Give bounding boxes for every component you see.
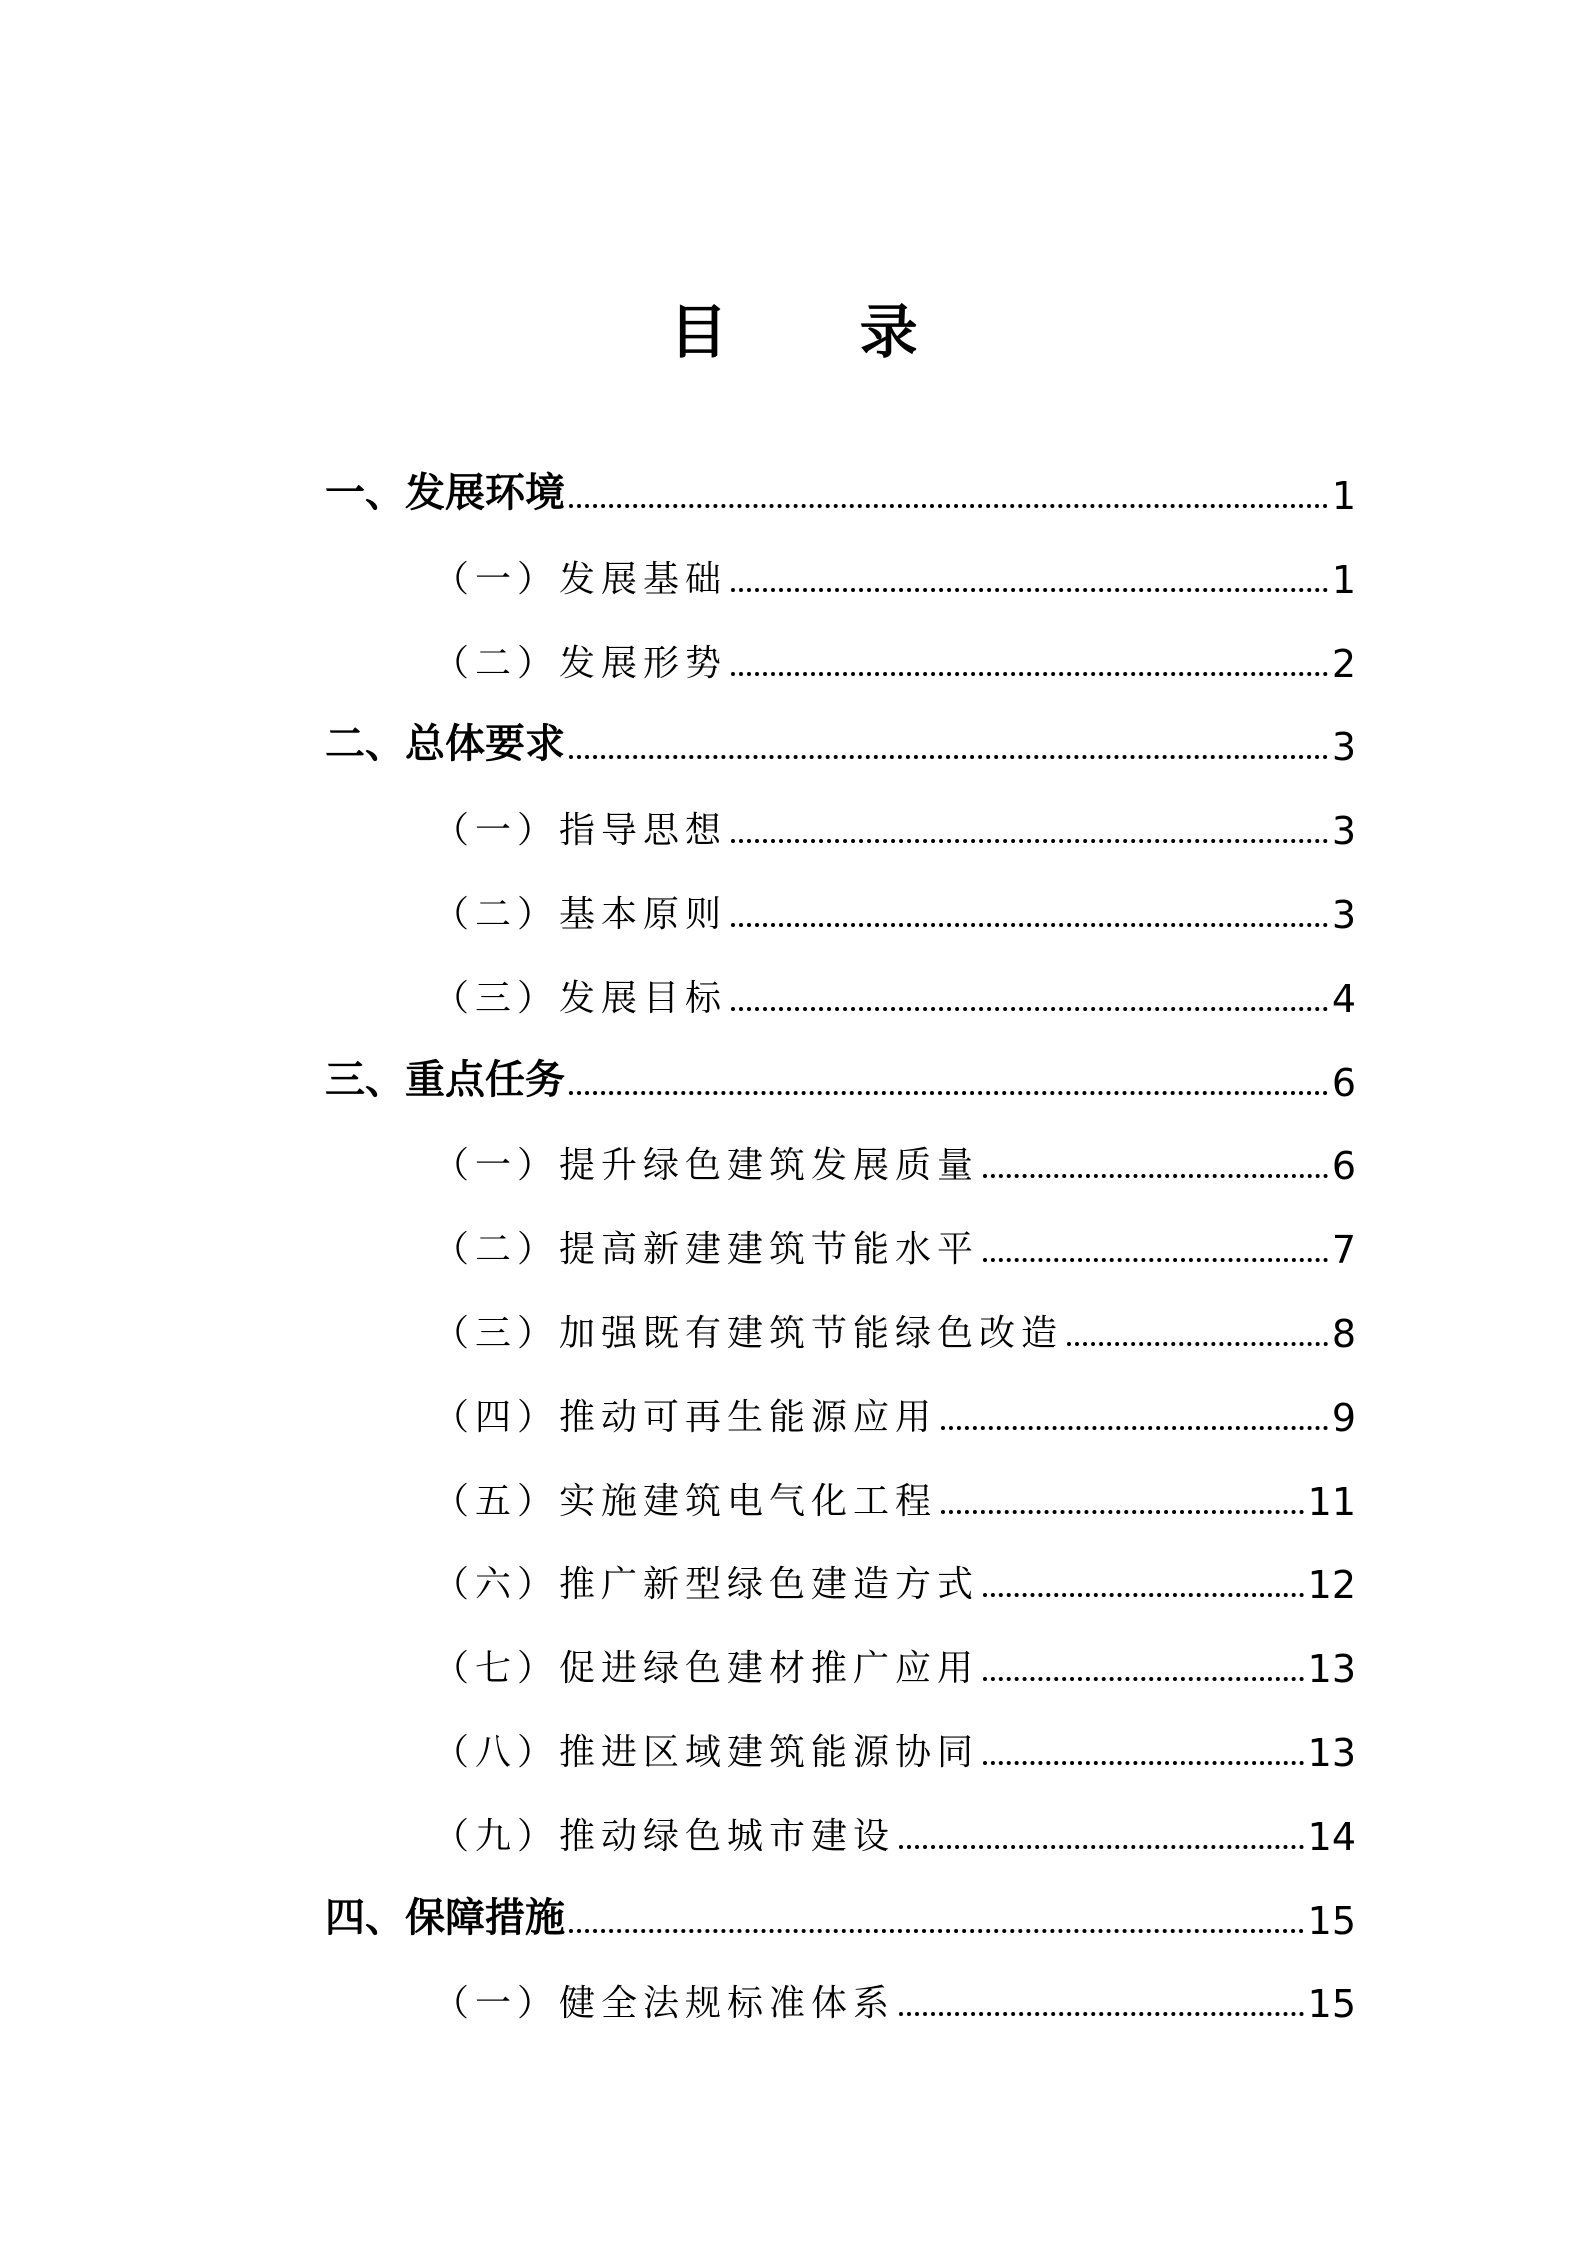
toc-title: 目 录: [669, 298, 974, 366]
toc-page-number: 1: [1331, 474, 1356, 518]
toc-section-entry[interactable]: [325, 462, 1356, 518]
dot-leader: [731, 672, 1328, 676]
toc-entry-label: 二、总体要求: [325, 721, 565, 768]
toc-page-number: 13: [1307, 1647, 1356, 1692]
toc-page-number: 15: [1307, 1898, 1356, 1943]
dot-leader: [731, 839, 1328, 843]
toc-entry-label: （一）提升绿色建筑发展质量: [433, 1145, 980, 1187]
dot-leader: [569, 1929, 1304, 1933]
toc-entry-label: （二）基本原则: [433, 894, 728, 935]
dot-leader: [941, 1426, 1328, 1430]
toc-page-number: 3: [1331, 809, 1356, 854]
dot-leader: [983, 1761, 1304, 1765]
toc-page-number: 15: [1307, 1982, 1356, 2027]
toc-subsection-entry[interactable]: [433, 1970, 1356, 2026]
toc-entry-label: （三）加强既有建筑节能绿色改造: [433, 1313, 1064, 1354]
dot-leader: [731, 1007, 1328, 1011]
toc-subsection-entry[interactable]: [433, 1132, 1356, 1188]
toc-subsection-entry[interactable]: [433, 965, 1356, 1021]
dot-leader: [899, 2012, 1304, 2016]
dot-leader: [731, 588, 1328, 592]
toc-entry-label: 四、保障措施: [325, 1894, 565, 1941]
toc-entry-label: （二）提高新建建筑节能水平: [433, 1229, 980, 1271]
toc-page-number: 9: [1331, 1395, 1356, 1440]
toc-entry-label: （一）健全法规标准体系: [433, 1983, 896, 2025]
dot-leader: [983, 1677, 1304, 1681]
toc-section-entry[interactable]: [325, 1049, 1356, 1105]
toc-page-number: 6: [1331, 1144, 1356, 1189]
toc-page-number: 11: [1307, 1479, 1356, 1524]
dot-leader: [941, 1510, 1304, 1514]
toc-page-number: 6: [1331, 1060, 1356, 1105]
dot-leader: [731, 923, 1328, 927]
toc-entry-label: （九）推动绿色城市建设: [433, 1815, 896, 1857]
toc-subsection-entry[interactable]: [433, 1216, 1356, 1272]
toc-entry-label: （三）发展目标: [433, 977, 728, 1019]
toc-subsection-entry[interactable]: [433, 1300, 1356, 1356]
toc-entry-label: （一）发展基础: [433, 558, 728, 600]
toc-entry-label: （一）指导思想: [433, 810, 728, 852]
toc-entry-label: （二）发展形势: [433, 642, 728, 684]
toc-page-number: 7: [1331, 1228, 1356, 1273]
toc-page-number: 4: [1331, 976, 1356, 1021]
toc-page-number: 13: [1307, 1731, 1356, 1775]
toc-subsection-entry[interactable]: [433, 630, 1356, 686]
toc-entry-label: （七）促进绿色建材推广应用: [433, 1648, 980, 1690]
toc-section-entry[interactable]: [325, 1887, 1356, 1943]
toc-entry-label: 三、重点任务: [325, 1056, 565, 1103]
toc-entry-label: （五）实施建筑电气化工程: [433, 1480, 938, 1522]
toc-subsection-entry[interactable]: [433, 1468, 1356, 1524]
toc-subsection-entry[interactable]: [433, 1635, 1356, 1691]
toc-entry-label: （八）推进区域建筑能源协同: [433, 1732, 980, 1773]
toc-entry-label: （六）推广新型绿色建造方式: [433, 1564, 980, 1606]
toc-page-number: 14: [1307, 1814, 1356, 1859]
toc-subsection-entry[interactable]: [433, 1719, 1356, 1775]
dot-leader: [983, 1174, 1328, 1178]
dot-leader: [1067, 1342, 1328, 1346]
dot-leader: [569, 1091, 1328, 1095]
toc-page-number: 2: [1331, 641, 1356, 686]
dot-leader: [899, 1845, 1304, 1849]
toc-subsection-entry[interactable]: [433, 1803, 1356, 1859]
dot-leader: [983, 1593, 1304, 1597]
dot-leader: [983, 1258, 1328, 1262]
toc-section-entry[interactable]: [325, 713, 1356, 769]
toc-page-number: 3: [1331, 725, 1356, 770]
toc-page-number: 8: [1331, 1312, 1356, 1356]
dot-leader: [569, 755, 1328, 759]
toc-subsection-entry[interactable]: [433, 797, 1356, 853]
toc-page-number: 12: [1307, 1563, 1356, 1608]
toc-entry-label: （四）推动可再生能源应用: [433, 1396, 938, 1438]
toc-page-number: 1: [1331, 557, 1356, 602]
toc-subsection-entry[interactable]: [433, 881, 1356, 937]
dot-leader: [569, 504, 1328, 508]
toc-subsection-entry[interactable]: [433, 1551, 1356, 1607]
toc-subsection-entry[interactable]: [433, 1384, 1356, 1440]
toc-entry-label: 一、发展环境: [325, 470, 565, 516]
toc-subsection-entry[interactable]: [433, 546, 1356, 602]
toc-page-number: 3: [1331, 893, 1356, 937]
